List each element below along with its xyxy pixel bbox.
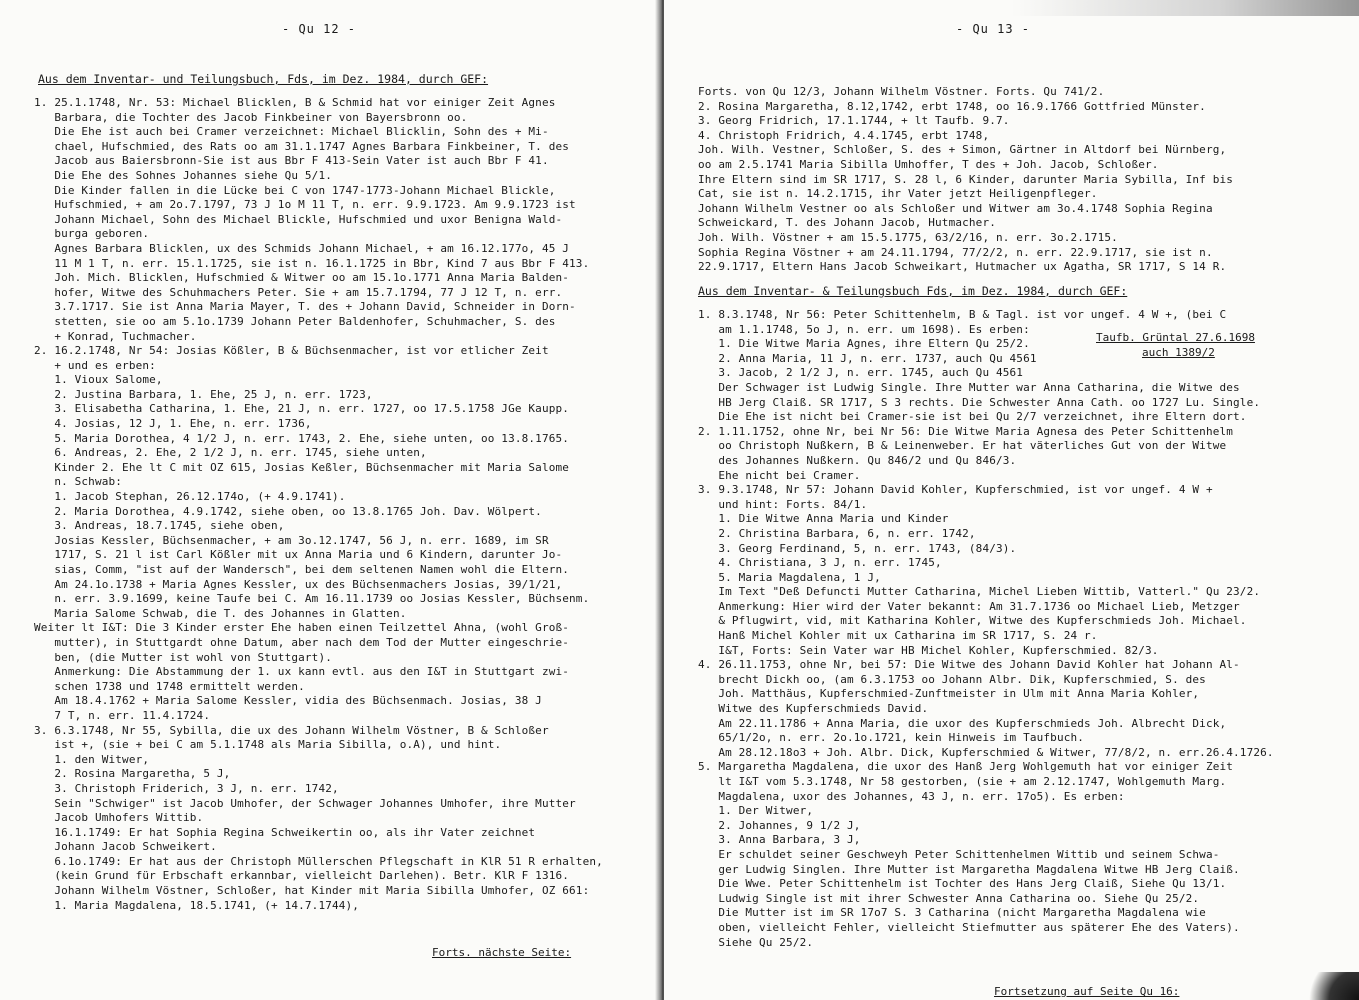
text-line: Die Kinder fallen in die Lücke bei C von 1747-1773-Johann Michael Blickle, bbox=[34, 183, 556, 197]
text-line: Anmerkung: Hier wird der Vater bekannt: Am 31.7.1736 oo Michael Lieb, Metzger bbox=[698, 599, 1240, 613]
text-line: 1. Der Witwer, bbox=[698, 804, 814, 818]
left-section-heading: Aus dem Inventar- und Teilungsbuch, Fds, im Dez. 1984, durch GEF: bbox=[38, 72, 489, 86]
text-line: 2. Rosina Margaretha, 8.12,1742, erbt 1748, oo 16.9.1766 Gottfried Münster. bbox=[698, 99, 1206, 113]
text-line: hofer, Witwe des Schuhmachers Peter. Sie + am 15.7.1794, 77 J 12 T, n. err. bbox=[34, 285, 563, 299]
margin-note-taufbuch: Taufb. Grüntal 27.6.1698 bbox=[1096, 331, 1255, 344]
text-line: 2. 1.11.1752, ohne Nr, bei Nr 56: Die Witwe Maria Agnesa des Peter Schittenhelm bbox=[698, 424, 1234, 438]
text-line: Joh. Wilh. Vöstner + am 15.5.1775, 63/2/16, n. err. 3o.2.1715. bbox=[698, 230, 1118, 244]
margin-note-auch: auch 1389/2 bbox=[1142, 346, 1215, 359]
left-page-number: - Qu 12 - bbox=[282, 22, 357, 36]
text-line: 2. Christina Barbara, 6, n. err. 1742, bbox=[698, 526, 976, 540]
text-line: Jacob Umhofers Wittib. bbox=[34, 811, 204, 825]
page-edge-shadow bbox=[664, 0, 1359, 16]
text-line: schen 1738 und 1748 ermittelt werden. bbox=[34, 679, 305, 693]
text-line: chael, Hufschmied, des Rats oo am 31.1.1747 Agnes Barbara Finkbeiner, T. des bbox=[34, 139, 570, 153]
text-line: 5. Maria Dorothea, 4 1/2 J, n. err. 1743, 2. Ehe, siehe unten, oo 13.8.1765. bbox=[34, 431, 570, 445]
text-line: 4. Christiana, 3 J, n. err. 1745, bbox=[698, 556, 942, 570]
text-line: Sophia Regina Vöstner + am 24.11.1794, 77/2/2, n. err. 22.9.1717, sie ist n. bbox=[698, 245, 1213, 259]
text-line: + und es erben: bbox=[34, 358, 156, 372]
text-line: oo Christoph Nußkern, B & Leinenweber. Er hat väterliches Gut von der Witwe bbox=[698, 439, 1227, 453]
text-line: des Johannes Nußkern. Qu 846/2 und Qu 846/3. bbox=[698, 453, 1017, 467]
text-line: Maria Salome Schwab, die T. des Johannes in Glatten. bbox=[34, 606, 407, 620]
text-line: 22.9.1717, Eltern Hans Jacob Schweikart, Hutmacher ux Agatha, SR 1717, S 14 R. bbox=[698, 260, 1227, 274]
text-line: 7 T, n. err. 11.4.1724. bbox=[34, 708, 211, 722]
text-line: Josias Kessler, Büchsenmacher, + am 3o.12.1747, 56 J, n. err. 1689, im SR bbox=[34, 533, 549, 547]
text-line: 2. 16.2.1748, Nr 54: Josias Kößler, B & Büchsenmacher, ist vor etlicher Zeit bbox=[34, 344, 549, 358]
text-line: Cat, sie ist n. 14.2.1715, ihr Vater jetzt Heiligenpfleger. bbox=[698, 187, 1098, 201]
text-line: 16.1.1749: Er hat Sophia Regina Schweikertin oo, als ihr Vater zeichnet bbox=[34, 825, 536, 839]
text-line: 5. Maria Magdalena, 1 J, bbox=[698, 570, 881, 584]
text-line: 11 M 1 T, n. err. 15.1.1725, sie ist n. 16.1.1725 in Bbr, Kind 7 aus Bbr F 413. bbox=[34, 256, 590, 270]
text-line: Die Wwe. Peter Schittenhelm ist Tochter des Hans Jerg Claiß, Siehe Qu 13/1. bbox=[698, 877, 1227, 891]
right-page-number: - Qu 13 - bbox=[956, 22, 1031, 36]
text-line: 3. Anna Barbara, 3 J, bbox=[698, 833, 861, 847]
text-line: HB Jerg Claiß. SR 1717, S 3 rechts. Die Schwester Anna Cath. oo 1727 Lu. Single. bbox=[698, 395, 1261, 409]
text-line: Ludwig Single ist mit ihrer Schwester Anna Catharina oo. Siehe Qu 25/2. bbox=[698, 891, 1200, 905]
text-line: 3. Andreas, 18.7.1745, siehe oben, bbox=[34, 519, 285, 533]
right-page-body-bottom bbox=[698, 308, 1274, 950]
text-line: I&T, Forts: Sein Vater war HB Michel Kohler, Kupferschmied. 82/3. bbox=[698, 643, 1159, 657]
text-line: 1. 25.1.1748, Nr. 53: Michael Blicklen, B & Schmid hat vor einiger Zeit Agnes bbox=[34, 96, 556, 109]
text-line: Die Ehe des Sohnes Johannes siehe Qu 5/1. bbox=[34, 168, 332, 182]
text-line: 3. Jacob, 2 1/2 J, n. err. 1745, auch Qu 4561 bbox=[698, 366, 1024, 380]
text-line: n. Schwab: bbox=[34, 475, 123, 489]
text-line: ist +, (sie + bei C am 5.1.1748 als Maria Sibilla, o.A), und hint. bbox=[34, 738, 502, 752]
text-line: Hufschmied, + am 2o.7.1797, 73 J 1o M 11 T, n. err. 9.9.1723. Am 9.9.1723 ist bbox=[34, 198, 576, 212]
text-line: Johann Wilhelm Vestner oo als Schloßer und Witwer am 3o.4.1748 Sophia Regina bbox=[698, 201, 1213, 215]
text-line: 2. Anna Maria, 11 J, n. err. 1737, auch Qu 4561 bbox=[698, 351, 1037, 365]
text-line: 65/1/2o, n. err. 2o.1o.1721, kein Hinweis im Taufbuch. bbox=[698, 731, 1085, 745]
text-line: Am 18.4.1762 + Maria Salome Kessler, vidia des Büchsenmach. Josias, 38 J bbox=[34, 694, 542, 708]
text-line: 4. Christoph Fridrich, 4.4.1745, erbt 1748, bbox=[698, 128, 990, 142]
text-line: Magdalena, uxor des Johannes, 43 J, n. err. 17o5). Es erben: bbox=[698, 789, 1125, 803]
text-line: sias, Comm, "ist auf der Wandersch", bei dem seltenen Namen wohl die Eltern. bbox=[34, 563, 570, 576]
left-page bbox=[0, 0, 660, 1000]
text-line: brecht Dickh oo, (am 6.3.1753 oo Johann Albr. Dik, Kupferschmied, S. des bbox=[698, 672, 1206, 686]
text-line: Joh. Wilh. Vestner, Schloßer, S. des + Simon, Gärtner in Altdorf bei Nürnberg, bbox=[698, 143, 1227, 157]
text-line: 1. Jacob Stephan, 26.12.174o, (+ 4.9.1741). bbox=[34, 490, 346, 504]
text-line: Die Ehe ist nicht bei Cramer-sie ist bei Qu 2/7 verzeichnet, ihre Eltern dort. bbox=[698, 410, 1247, 424]
text-line: Er schuldet seiner Geschweyh Peter Schittenhelmen Wittib und seinem Schwa- bbox=[698, 847, 1220, 861]
text-line: und hint: Forts. 84/1. bbox=[698, 497, 868, 511]
text-line: Joh. Mich. Blicklen, Hufschmied & Witwer oo am 15.1o.1771 Anna Maria Balden- bbox=[34, 271, 570, 285]
text-line: oben, vielleicht Fehler, vielleicht Stiefmutter aus späterer Ehe des Vaters). bbox=[698, 920, 1240, 934]
left-continuation-note: Forts. nächste Seite: bbox=[432, 946, 572, 959]
text-line: 2. Maria Dorothea, 4.9.1742, siehe oben, oo 13.8.1765 Joh. Dav. Wölpert. bbox=[34, 504, 542, 518]
text-line: Am 24.1o.1738 + Maria Agnes Kessler, ux des Büchsenmachers Josias, 39/1/21, bbox=[34, 577, 563, 591]
text-line: 3. Christoph Friderich, 3 J, n. err. 1742, bbox=[34, 781, 339, 795]
text-line: 3. 9.3.1748, Nr 57: Johann David Kohler, Kupferschmied, ist vor ungef. 4 W + bbox=[698, 483, 1213, 497]
text-line: Kinder 2. Ehe lt C mit OZ 615, Josias Keßler, Büchsenmacher mit Maria Salome bbox=[34, 460, 570, 474]
text-line: oo am 2.5.1741 Maria Sibilla Umhoffer, T des + Joh. Jacob, Schloßer. bbox=[698, 157, 1159, 171]
text-line: Agnes Barbara Blicklen, ux des Schmids Johann Michael, + am 16.12.177o, 45 J bbox=[34, 241, 570, 255]
text-line: 3. Elisabetha Catharina, 1. Ehe, 21 J, n. err. 1727, oo 17.5.1758 JGe Kaupp. bbox=[34, 402, 570, 416]
text-line: stetten, sie oo am 5.1o.1739 Johann Peter Baldenhofer, Schuhmacher, S. des bbox=[34, 314, 556, 328]
text-line: 1. Maria Magdalena, 18.5.1741, (+ 14.7.1744), bbox=[34, 898, 360, 912]
text-line: Jacob aus Baiersbronn-Sie ist aus Bbr F 413-Sein Vater ist auch Bbr F 41. bbox=[34, 154, 549, 168]
right-section-heading: Aus dem Inventar- & Teilungsbuch Fds, im Dez. 1984, durch GEF: bbox=[698, 284, 1128, 298]
text-line: Johann Wilhelm Vöstner, Schloßer, hat Kinder mit Maria Sibilla Umhofer, OZ 661: bbox=[34, 884, 590, 898]
text-line: 3.7.1717. Sie ist Anna Maria Mayer, T. des + Johann David, Schneider in Dorn- bbox=[34, 300, 576, 314]
text-line: 1. Die Witwe Maria Agnes, ihre Eltern Qu 25/2. bbox=[698, 337, 1030, 351]
text-line: am 1.1.1748, 5o J, n. err. um 1698). Es erben: bbox=[698, 322, 1030, 336]
text-line: Anmerkung: Die Abstammung der 1. ux kann evtl. aus den I&T in Stuttgart zwi- bbox=[34, 665, 570, 679]
text-line: (kein Grund für Erbschaft erkannbar, vielleicht Darlehen). Betr. KlR F 1316. bbox=[34, 869, 570, 883]
left-page-body bbox=[34, 96, 603, 913]
text-line: Hanß Michel Kohler mit ux Catharina im SR 1717, S. 24 r. bbox=[698, 629, 1098, 643]
text-line: 4. Josias, 12 J, 1. Ehe, n. err. 1736, bbox=[34, 417, 312, 431]
text-line: 1. den Witwer, bbox=[34, 752, 150, 766]
text-line: lt I&T vom 5.3.1748, Nr 58 gestorben, (sie + am 2.12.1747, Wohlgemuth Marg. bbox=[698, 775, 1227, 788]
text-line: Joh. Matthäus, Kupferschmied-Zunftmeister in Ulm mit Anna Maria Kohler, bbox=[698, 687, 1200, 701]
text-line: Am 28.12.18o3 + Joh. Albr. Dick, Kupferschmied & Witwer, 77/8/2, n. err.26.4.1726. bbox=[698, 745, 1274, 759]
text-line: ger Ludwig Singlen. Ihre Mutter ist Margaretha Magdalena Witwe HB Jerg Claiß. bbox=[698, 862, 1240, 876]
text-line: 5. Margaretha Magdalena, die uxor des Hanß Jerg Wohlgemuth hat vor einiger Zeit bbox=[698, 760, 1234, 774]
text-line: 2. Rosina Margaretha, 5 J, bbox=[34, 767, 231, 781]
text-line: Barbara, die Tochter des Jacob Finkbeiner von Bayersbronn oo. bbox=[34, 110, 468, 124]
text-line: + Konrad, Tuchmacher. bbox=[34, 329, 197, 343]
text-line: Sein "Schwiger" ist Jacob Umhofer, der Schwager Johannes Umhofer, ihre Mutter bbox=[34, 796, 576, 810]
text-line: 3. 6.3.1748, Nr 55, Sybilla, die ux des Johann Wilhelm Vöstner, B & Schloßer bbox=[34, 723, 549, 737]
text-line: 4. 26.11.1753, ohne Nr, bei 57: Die Witwe des Johann David Kohler hat Johann Al- bbox=[698, 658, 1240, 672]
text-line: Am 22.11.1786 + Anna Maria, die uxor des Kupferschmieds Joh. Albrecht Dick, bbox=[698, 716, 1227, 730]
text-line: Der Schwager ist Ludwig Single. Ihre Mutter war Anna Catharina, die Witwe des bbox=[698, 380, 1240, 394]
text-line: Johann Jacob Schweikert. bbox=[34, 840, 217, 854]
text-line: Weiter lt I&T: Die 3 Kinder erster Ehe haben einen Teilzettel Ahna, (wohl Groß- bbox=[34, 621, 570, 635]
text-line: Schweickard, T. des Johann Jacob, Hutmacher. bbox=[698, 216, 996, 230]
text-line: 6.1o.1749: Er hat aus der Christoph Müllerschen Pflegschaft in KlR 51 R erhalten, bbox=[34, 854, 603, 868]
text-line: 2. Justina Barbara, 1. Ehe, 25 J, n. err. 1723, bbox=[34, 387, 373, 401]
text-line: 1. Die Witwe Anna Maria und Kinder bbox=[698, 512, 949, 526]
right-page-body-top bbox=[698, 85, 1233, 275]
text-line: & Pflugwirt, vid, mit Katharina Kohler, Witwe des Kupferschmieds Joh. Michael. bbox=[698, 614, 1247, 628]
text-line: Ehe nicht bei Cramer. bbox=[698, 468, 861, 482]
text-line: Witwe des Kupferschmieds David. bbox=[698, 702, 929, 716]
text-line: burga geboren. bbox=[34, 227, 150, 241]
text-line: 2. Johannes, 9 1/2 J, bbox=[698, 818, 861, 832]
text-line: Johann Michael, Sohn des Michael Blickle, Hufschmied und uxor Benigna Wald- bbox=[34, 212, 563, 226]
text-line: 6. Andreas, 2. Ehe, 2 1/2 J, n. err. 1745, siehe unten, bbox=[34, 446, 427, 460]
text-line: mutter), in Stuttgardt ohne Datum, aber nach dem Tod der Mutter eingeschrie- bbox=[34, 635, 570, 649]
text-line: Ihre Eltern sind im SR 1717, S. 28 l, 6 Kinder, darunter Maria Sybilla, Inf bis bbox=[698, 172, 1234, 186]
text-line: ben, (die Mutter ist wohl von Stuttgart). bbox=[34, 650, 332, 664]
text-line: 1717, S. 21 l ist Carl Kößler mit ux Anna Maria und 6 Kindern, darunter Jo- bbox=[34, 548, 563, 562]
text-line: Siehe Qu 25/2. bbox=[698, 935, 814, 949]
text-line: 1. 8.3.1748, Nr 56: Peter Schittenhelm, B & Tagl. ist vor ungef. 4 W +, (bei C bbox=[698, 308, 1227, 321]
text-line: Im Text "Deß Defuncti Mutter Catharina, Michel Lieben Wittib, Vatterl." Qu 23/2. bbox=[698, 585, 1261, 599]
text-line: n. err. 3.9.1699, keine Taufe bei C. Am 16.11.1739 oo Josias Kessler, Büchsenm. bbox=[34, 592, 590, 606]
page-corner-shadow bbox=[1299, 972, 1359, 1000]
right-continuation-note: Fortsetzung auf Seite Qu 16: bbox=[994, 985, 1180, 998]
text-line: 3. Georg Ferdinand, 5, n. err. 1743, (84/3). bbox=[698, 541, 1017, 555]
text-line: Die Mutter ist im SR 17o7 S. 3 Catharina (nicht Margaretha Magdalena wie bbox=[698, 906, 1206, 920]
text-line: 3. Georg Fridrich, 17.1.1744, + lt Taufb. 9.7. bbox=[698, 114, 1010, 128]
right-page bbox=[664, 0, 1359, 1000]
text-line: Die Ehe ist auch bei Cramer verzeichnet: Michael Blicklin, Sohn des + Mi- bbox=[34, 125, 549, 139]
text-line: Forts. von Qu 12/3, Johann Wilhelm Vöstner. Forts. Qu 741/2. bbox=[698, 85, 1105, 98]
text-line: 1. Vioux Salome, bbox=[34, 373, 163, 387]
